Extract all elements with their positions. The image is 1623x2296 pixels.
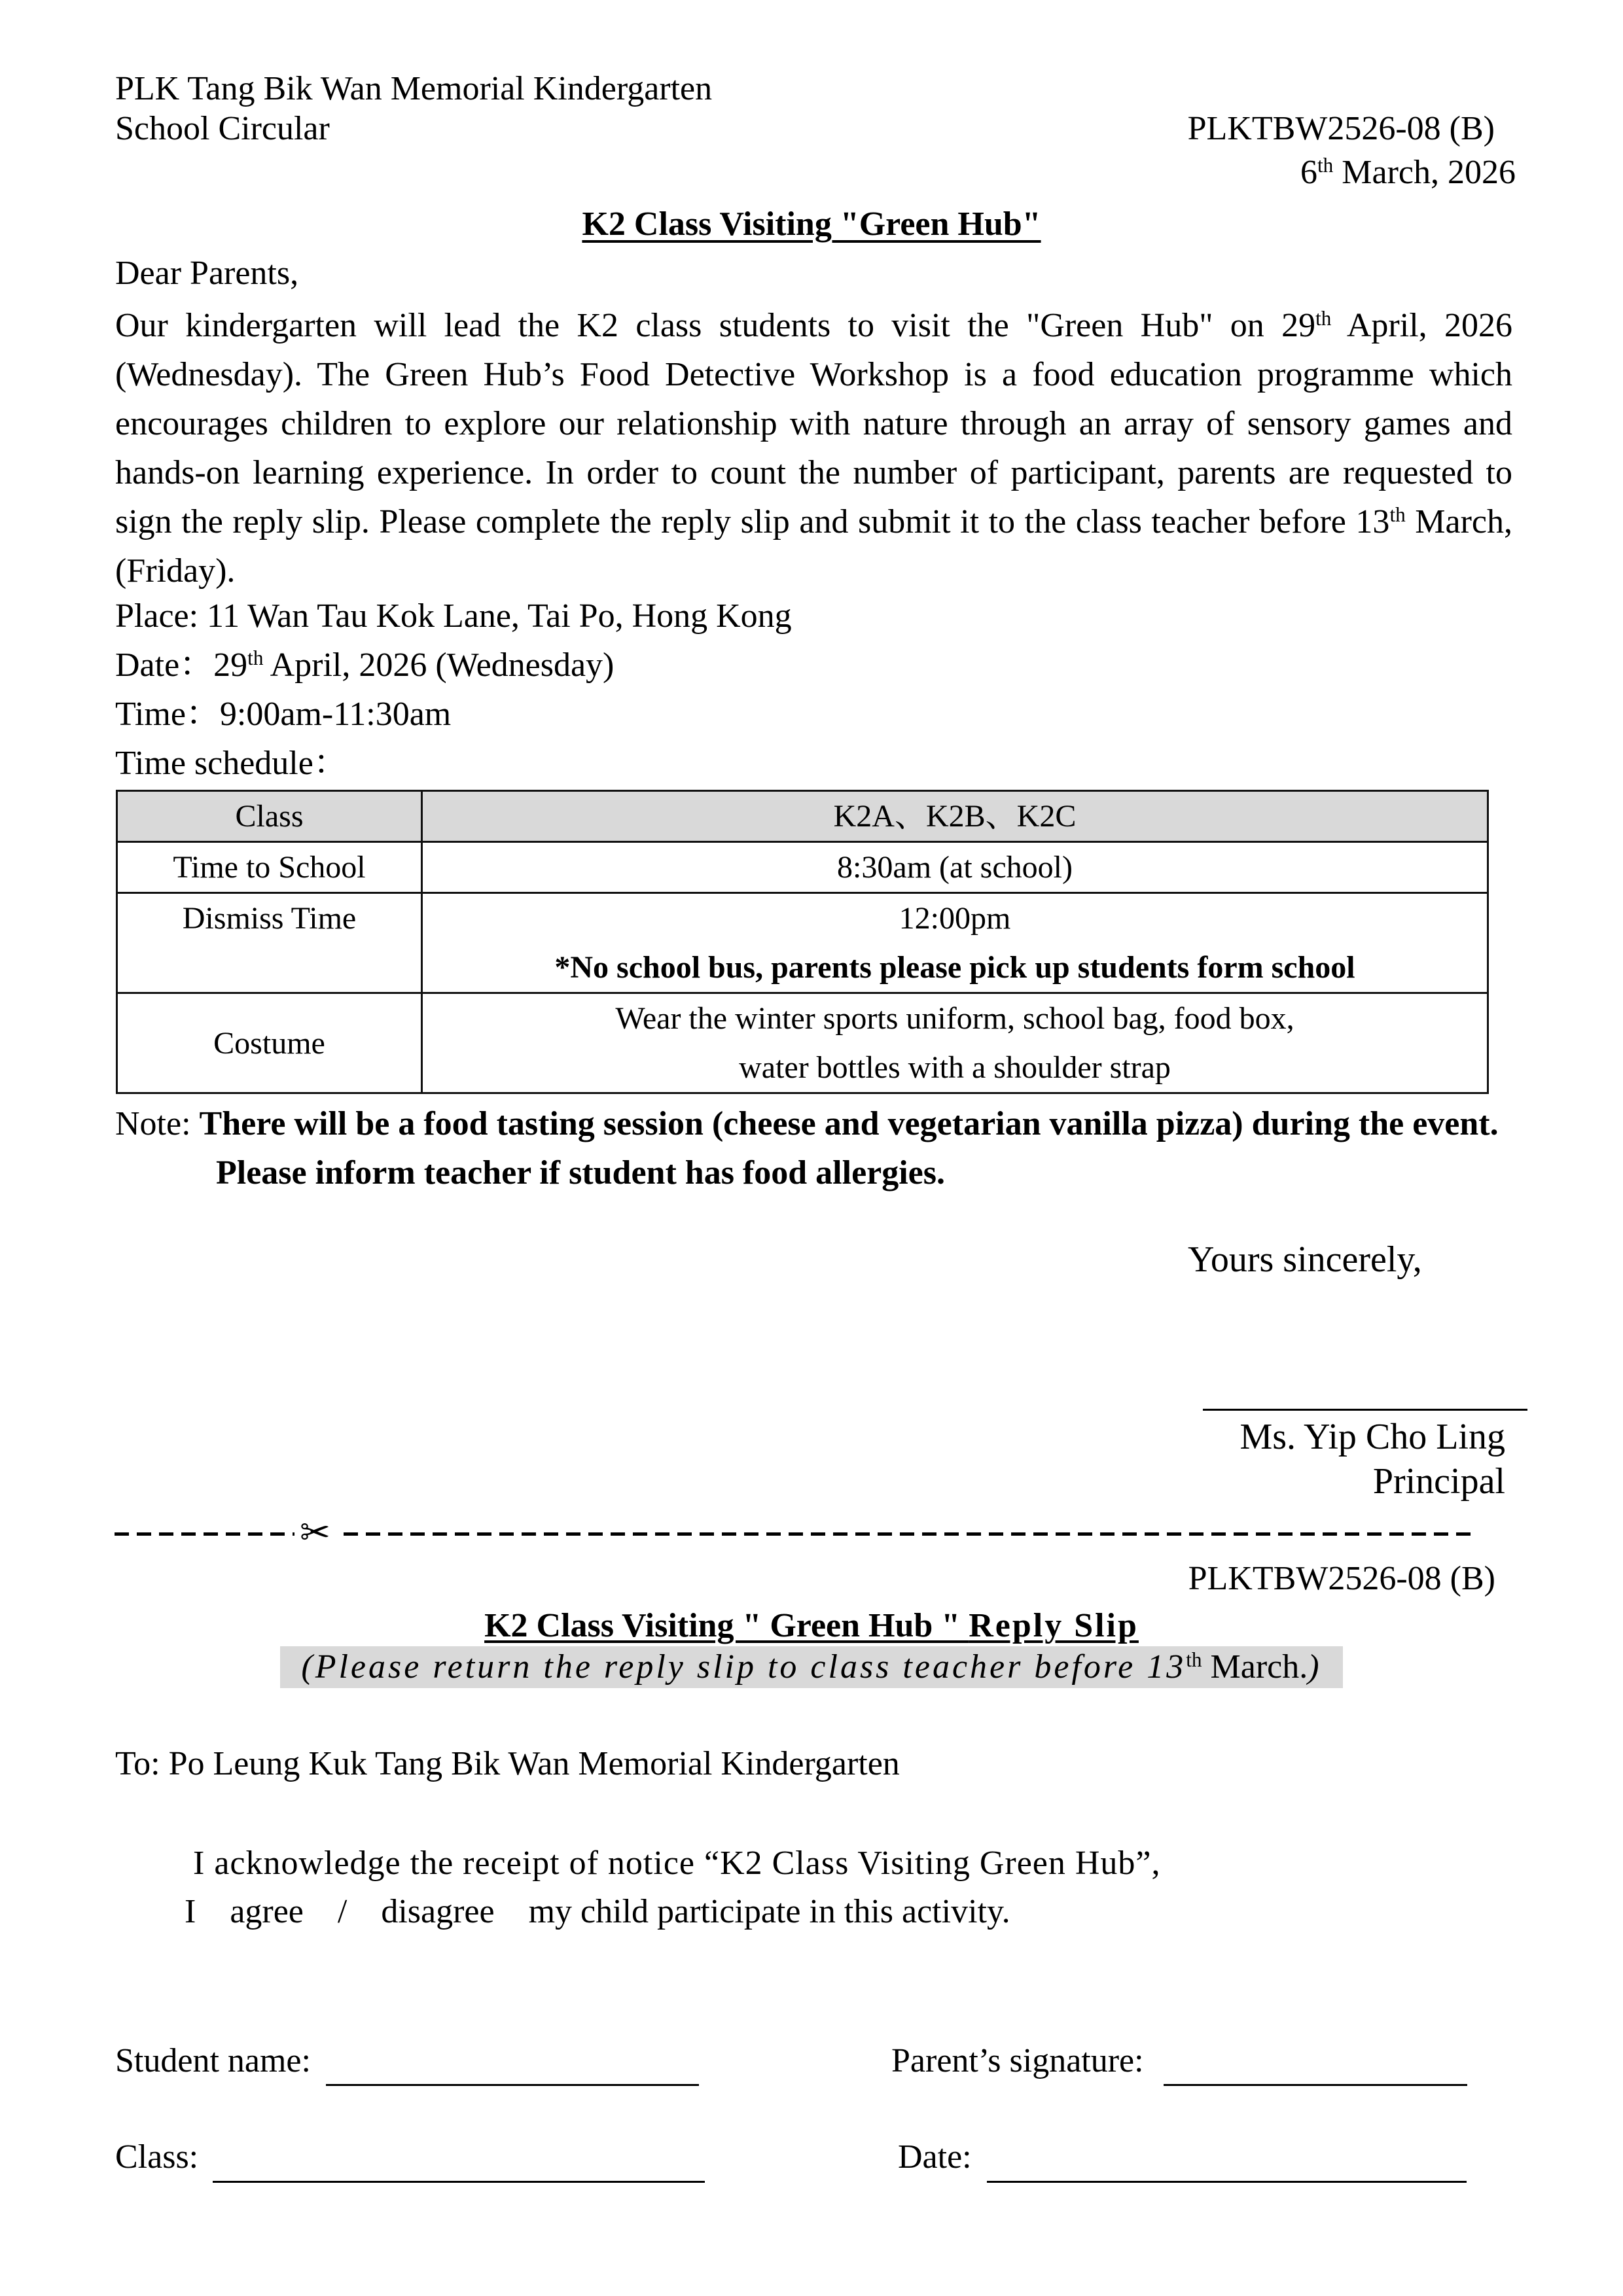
table-row xyxy=(117,993,1488,1093)
table-row-label: Dismiss Time xyxy=(117,893,422,993)
sign-off: Yours sincerely, xyxy=(1188,1239,1422,1280)
body-part-1: Our kindergarten will lead the K2 class students to visit the "Green Hub" on 29 xyxy=(115,307,1316,344)
school-name: PLK Tang Bik Wan Memorial Kindergarten xyxy=(115,70,713,107)
acknowledge-line: I acknowledge the receipt of notice “K2 Class Visiting Green Hub”, xyxy=(193,1845,1161,1882)
instruction-italic: (Please return the reply slip to class teacher before 13 xyxy=(301,1648,1186,1686)
table-header-value: K2A、K2B、K2C xyxy=(422,791,1488,842)
issue-date-day: 6 xyxy=(1300,154,1318,191)
table-row xyxy=(117,893,1488,993)
disagree-option[interactable]: disagree xyxy=(381,1893,495,1930)
table-header-label: Class xyxy=(117,791,422,842)
addressee-line: To: Po Leung Kuk Tang Bik Wan Memorial Kindergarten xyxy=(115,1745,900,1782)
date-rest: April, 2026 (Wednesday) xyxy=(263,646,615,684)
table-row xyxy=(117,842,1488,893)
body-sup-2: th xyxy=(1389,503,1406,526)
note-text-1: There will be a food tasting session (cheese and vegetarian vanilla pizza) during the event. xyxy=(199,1105,1499,1142)
place-line: Place: 11 Wan Tau Kok Lane, Tai Po, Hong Kong xyxy=(115,597,792,635)
table-row-value xyxy=(422,993,1488,1093)
date-line xyxy=(115,646,614,685)
page-title-text: K2 Class Visiting "Green Hub" xyxy=(582,205,1041,243)
note-prefix: Note: xyxy=(115,1105,200,1142)
signature-line xyxy=(1203,1409,1527,1411)
body-paragraph xyxy=(115,301,1512,595)
principal-name: Ms. Yip Cho Ling xyxy=(1240,1417,1505,1457)
dismiss-time: 12:00pm xyxy=(899,901,1011,936)
table-row-value: 8:30am (at school) xyxy=(422,842,1488,893)
instruction-close: ) xyxy=(1308,1648,1322,1686)
table-row-label: Costume xyxy=(117,993,422,1093)
table-row-label: Time to School xyxy=(117,842,422,893)
student-name-label: Student name: xyxy=(115,2042,311,2079)
dashed-line-right xyxy=(344,1532,1472,1536)
dashed-line-left xyxy=(115,1532,294,1536)
date-field[interactable] xyxy=(987,2181,1467,2183)
slip-instruction xyxy=(280,1648,1343,1687)
agree-line xyxy=(185,1892,1044,1932)
body-part-3: March, (Friday). xyxy=(115,503,1512,590)
cut-line xyxy=(115,1511,1472,1554)
time-line: Time：9:00am-11:30am xyxy=(115,696,452,733)
salutation: Dear Parents, xyxy=(115,255,299,292)
costume-line-2: water bottles with a shoulder strap xyxy=(739,1050,1171,1085)
class-label: Class: xyxy=(115,2138,199,2176)
table-row-value xyxy=(422,893,1488,993)
costume-line-1: Wear the winter sports uniform, school bag, food box, xyxy=(615,1001,1294,1036)
agree-separator: / xyxy=(337,1893,348,1930)
date-prefix: Date：29 xyxy=(115,646,248,684)
class-field[interactable] xyxy=(213,2181,705,2183)
circular-code: PLKTBW2526-08 (B) xyxy=(1187,110,1495,147)
issue-date-rest: March, 2026 xyxy=(1333,154,1516,191)
instruction-end: March. xyxy=(1202,1648,1308,1686)
principal-title: Principal xyxy=(1372,1461,1505,1502)
body-part-2: April, 2026 (Wednesday). The Green Hub’s Food Detective Workshop is a food education programme which encourages children to explore our relationship with nature through an array of sensory games and hands-on learning experience. In order to count the number of participant, parents are requested to sign the reply slip. Please complete the reply slip and submit it to the class teacher before 13 xyxy=(115,307,1512,540)
page-title xyxy=(0,205,1623,244)
scissors-icon: ✂ xyxy=(300,1511,330,1554)
slip-title-main: K2 Class Visiting " Green Hub " xyxy=(484,1607,969,1644)
schedule-label: Time schedule： xyxy=(115,745,348,782)
agree-rest: my child participate in this activity. xyxy=(528,1893,1010,1930)
agree-option[interactable]: agree xyxy=(230,1893,304,1930)
slip-code: PLKTBW2526-08 (B) xyxy=(1188,1560,1495,1597)
bus-note: *No school bus, parents please pick up students form school xyxy=(554,950,1355,985)
note-line-2: Please inform teacher if student has food allergies. xyxy=(216,1154,945,1192)
slip-title-spaced: Reply Slip xyxy=(969,1607,1139,1644)
note-line-1 xyxy=(115,1099,1499,1148)
date-sup: th xyxy=(247,646,264,669)
agree-pronoun: I xyxy=(185,1893,196,1930)
parent-signature-field[interactable] xyxy=(1164,2084,1467,2086)
date-label: Date: xyxy=(898,2138,972,2176)
slip-title xyxy=(0,1606,1623,1646)
circular-label: School Circular xyxy=(115,110,330,147)
table-header-row xyxy=(117,791,1488,842)
schedule-table xyxy=(116,790,1489,1094)
instruction-sup: th xyxy=(1186,1648,1202,1671)
issue-date xyxy=(1300,153,1516,192)
student-name-field[interactable] xyxy=(326,2084,699,2086)
parent-signature-label: Parent’s signature: xyxy=(891,2042,1144,2079)
issue-date-suffix: th xyxy=(1317,153,1334,177)
body-sup-1: th xyxy=(1315,306,1332,330)
